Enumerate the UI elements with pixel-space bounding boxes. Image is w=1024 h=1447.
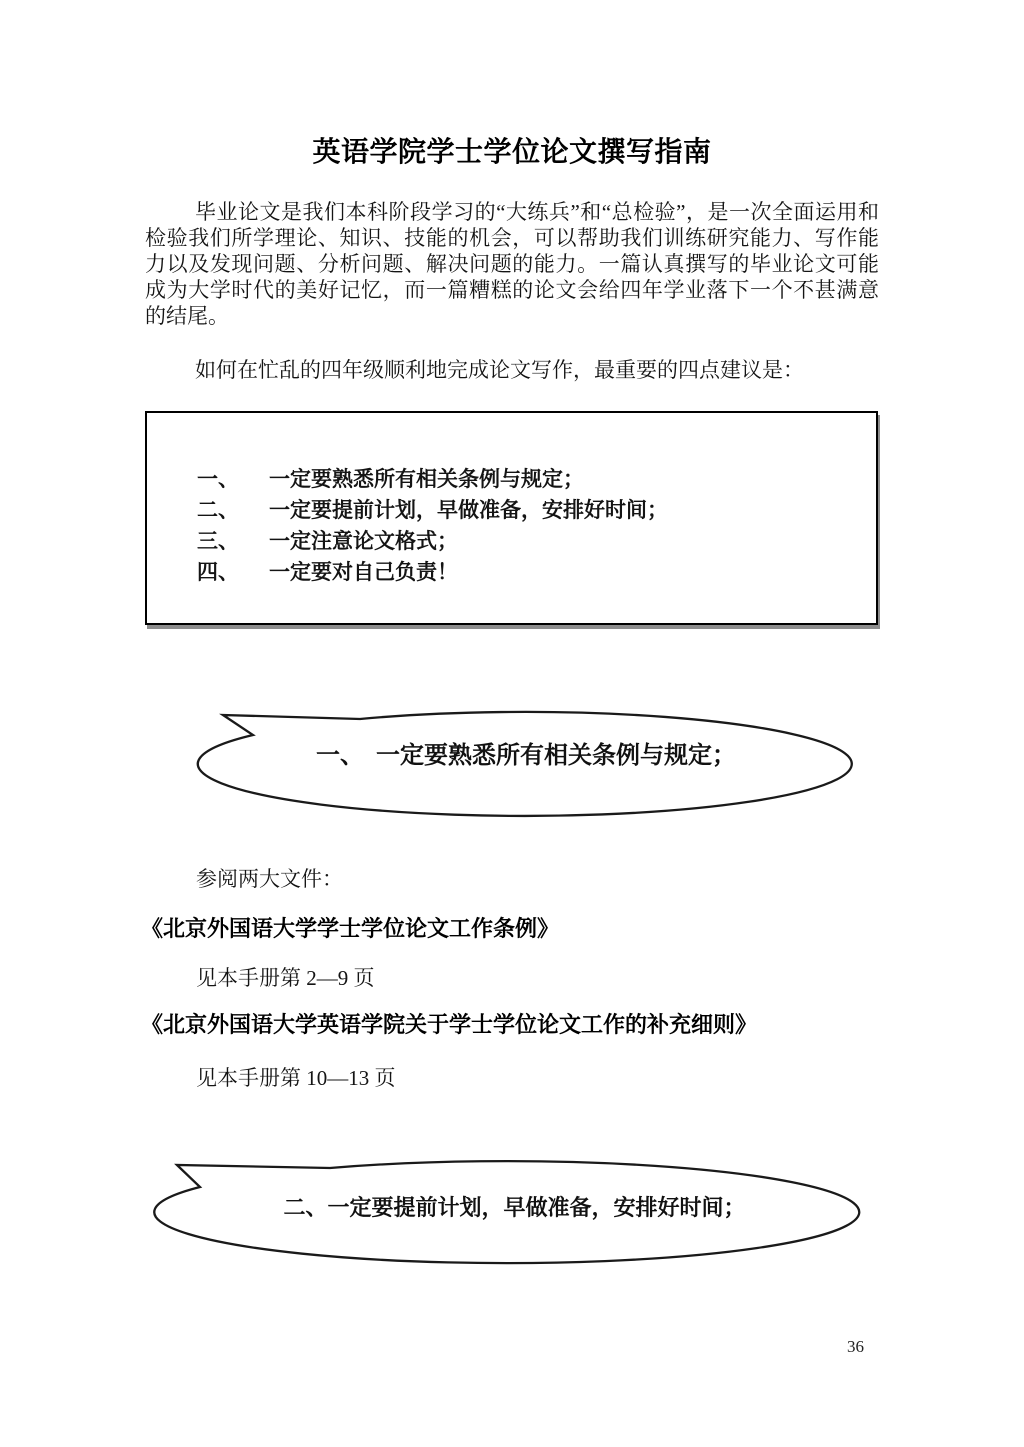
advice-item-number: 三、 (197, 530, 239, 553)
advice-item-number: 二、 (197, 499, 239, 522)
callout-2-text: 二、一定要提前计划，早做准备，安排好时间； (283, 1195, 746, 1220)
advice-item-text: 一定要提前计划，早做准备，安排好时间； (269, 499, 668, 522)
intro-paragraph-1: 毕业论文是我们本科阶段学习的“大练兵”和“总检验”，是一次全面运用和检验我们所学理论、知识、技能的机会，可以帮助我们训练研究能力、写作能力以及发现问题、分析问题、解决问题的能力。一篇认真撰写的毕业论文可能成为大学时代的美好记忆，而一篇糟糕的论文会给四年学业落下一个不甚满意的结尾。 (145, 200, 879, 328)
advice-item-text: 一定要熟悉所有相关条例与规定； (269, 468, 584, 491)
advice-item-number: 一、 (197, 468, 239, 491)
references-intro: 参阅两大文件： (196, 867, 343, 891)
advice-item-text: 一定要对自己负责！ (269, 561, 458, 584)
callout-1-text: 一、 一定要熟悉所有相关条例与规定； (316, 742, 736, 769)
reference-doc-1-title: 《北京外国语大学学士学位论文工作条例》 (141, 916, 560, 941)
intro-paragraph-2: 如何在忙乱的四年级顺利地完成论文写作，最重要的四点建议是： (195, 358, 804, 382)
advice-item (197, 495, 858, 526)
advice-item (197, 464, 858, 495)
advice-item (197, 557, 858, 588)
advice-item-number: 四、 (197, 561, 239, 584)
reference-doc-1-pages: 见本手册第 2—9 页 (196, 966, 375, 990)
page-number: 36 (847, 1337, 864, 1356)
reference-doc-2-pages: 见本手册第 10—13 页 (196, 1066, 396, 1090)
advice-box (145, 411, 878, 625)
page-title: 英语学院学士学位论文撰写指南 (312, 136, 712, 167)
reference-doc-2-title: 《北京外国语大学英语学院关于学士学位论文工作的补充细则》 (141, 1012, 758, 1037)
advice-item (197, 526, 858, 557)
advice-item-text: 一定注意论文格式； (269, 530, 458, 553)
